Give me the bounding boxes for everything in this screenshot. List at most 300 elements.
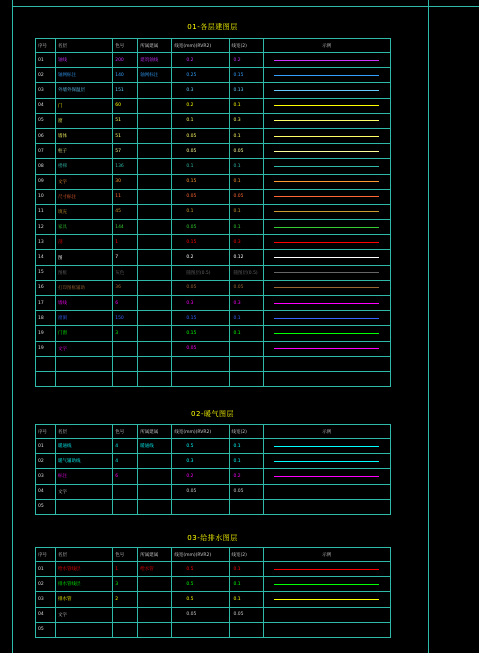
cell-w1: 0.5 <box>172 577 229 592</box>
table-row <box>36 280 391 295</box>
cell-name: 文字 <box>56 484 113 499</box>
cell-w2: 0.05 <box>229 484 263 499</box>
line-sample <box>274 151 379 152</box>
cell-w1: 0.1 <box>172 204 229 219</box>
cell-belong <box>138 469 172 484</box>
column-header: 线宽(2) <box>229 39 263 53</box>
cell-name: 家具 <box>56 220 113 235</box>
cell-line-sample <box>263 622 390 637</box>
cell-w2: 0.1 <box>229 98 263 113</box>
heating-layer-table <box>35 424 391 515</box>
table-row <box>36 326 391 341</box>
cell-line-sample <box>263 562 390 577</box>
cell-belong <box>138 371 172 386</box>
column-header: 线宽(2) <box>229 425 263 439</box>
column-header: 示例 <box>263 548 390 562</box>
cell-name: 轴网标注 <box>56 68 113 83</box>
cell-no: 04 <box>36 98 56 113</box>
cell-belong <box>138 280 172 295</box>
cell-w1: 0.15 <box>172 311 229 326</box>
cell-line-sample <box>263 235 390 250</box>
table-row <box>36 189 391 204</box>
cell-no: 16 <box>36 280 56 295</box>
cell-w2: 0.05 <box>229 189 263 204</box>
cell-w1: 0.2 <box>172 98 229 113</box>
cell-w2: 0.1 <box>229 326 263 341</box>
cell-belong <box>138 189 172 204</box>
cell-no: 19 <box>36 341 56 356</box>
table-title-heating: 02-暖气图层 <box>191 410 234 418</box>
cell-belong <box>138 113 172 128</box>
cell-name: 标注 <box>56 469 113 484</box>
table-row <box>36 204 391 219</box>
cell-w2: 0.12 <box>229 250 263 265</box>
cell-name: 外墙外保温层 <box>56 83 113 98</box>
table-row <box>36 144 391 159</box>
cell-w1: 0.05 <box>172 607 229 622</box>
table-row <box>36 113 391 128</box>
cell-w1: 0.05 <box>172 144 229 159</box>
table-row <box>36 159 391 174</box>
cell-w1 <box>172 499 229 514</box>
line-sample <box>274 287 379 288</box>
column-header: 色号 <box>113 39 138 53</box>
line-sample <box>274 333 379 334</box>
cell-no: 14 <box>36 250 56 265</box>
frame-top-border <box>12 6 479 7</box>
cell-no <box>36 371 56 386</box>
cell-w1: 随图层(0.5) <box>172 265 229 280</box>
cell-no: 19 <box>36 326 56 341</box>
cell-line-sample <box>263 53 390 68</box>
cell-color_no: 150 <box>113 311 138 326</box>
cell-belong <box>138 341 172 356</box>
cell-w1: 0.3 <box>172 83 229 98</box>
cell-line-sample <box>263 499 390 514</box>
cell-color_no: 140 <box>113 68 138 83</box>
cell-belong <box>138 204 172 219</box>
cell-belong <box>138 311 172 326</box>
table-row <box>36 484 391 499</box>
cell-w2: 0.3 <box>229 113 263 128</box>
cell-color_no: 1 <box>113 562 138 577</box>
cell-color_no: 45 <box>113 204 138 219</box>
cell-name: 文字 <box>56 341 113 356</box>
cell-name: 剖 <box>56 235 113 250</box>
header-row <box>36 548 391 562</box>
cell-line-sample <box>263 174 390 189</box>
cell-line-sample <box>263 144 390 159</box>
cell-color_no: 144 <box>113 220 138 235</box>
cell-w2 <box>229 356 263 371</box>
cell-belong <box>138 128 172 143</box>
line-sample <box>274 181 379 182</box>
table-row <box>36 83 391 98</box>
cell-belong <box>138 83 172 98</box>
cell-name: 墙线 <box>56 296 113 311</box>
table-row <box>36 220 391 235</box>
cell-belong <box>138 592 172 607</box>
line-sample <box>274 272 379 273</box>
cell-w1: 0.05 <box>172 189 229 204</box>
line-sample <box>274 476 379 477</box>
cell-color_no: 51 <box>113 113 138 128</box>
table-row <box>36 439 391 454</box>
table-row <box>36 250 391 265</box>
column-header: 序号 <box>36 425 56 439</box>
cell-line-sample <box>263 356 390 371</box>
cell-no: 01 <box>36 562 56 577</box>
cell-name: 柱子 <box>56 144 113 159</box>
cell-line-sample <box>263 577 390 592</box>
cell-name: 图框 <box>56 265 113 280</box>
cell-no: 11 <box>36 204 56 219</box>
cell-belong: 轴网标注 <box>138 68 172 83</box>
cell-color_no: 6 <box>113 469 138 484</box>
frame-left-border <box>12 0 13 653</box>
cell-name: 楼梯 <box>56 159 113 174</box>
cell-belong <box>138 250 172 265</box>
cell-no: 02 <box>36 454 56 469</box>
cell-belong <box>138 607 172 622</box>
cell-line-sample <box>263 83 390 98</box>
table-row <box>36 469 391 484</box>
cell-w2: 0.1 <box>229 454 263 469</box>
column-header: 线宽(mm)(RVR2) <box>172 39 229 53</box>
line-sample <box>274 318 379 319</box>
cell-name: 文字 <box>56 174 113 189</box>
column-header: 名层 <box>56 425 113 439</box>
line-sample <box>274 227 379 228</box>
cell-w2: 0.3 <box>229 235 263 250</box>
cell-line-sample <box>263 159 390 174</box>
cell-line-sample <box>263 128 390 143</box>
cell-name: 文字 <box>56 607 113 622</box>
cell-w2: 0.1 <box>229 128 263 143</box>
table-row <box>36 607 391 622</box>
cell-color_no: 136 <box>113 159 138 174</box>
cell-color_no <box>113 499 138 514</box>
cell-w1: 0.15 <box>172 326 229 341</box>
cell-belong <box>138 98 172 113</box>
cell-color_no: 51 <box>113 128 138 143</box>
line-sample <box>274 60 379 61</box>
cell-w2 <box>229 499 263 514</box>
line-sample <box>274 136 379 137</box>
cell-color_no: 3 <box>113 577 138 592</box>
cell-w1: 0.05 <box>172 220 229 235</box>
line-sample <box>274 569 379 570</box>
cell-w2: 0.05 <box>229 607 263 622</box>
cell-name: 图 <box>56 250 113 265</box>
cell-w2: 0.15 <box>229 68 263 83</box>
cell-color_no: 151 <box>113 83 138 98</box>
cell-w1: 0.1 <box>172 159 229 174</box>
cell-no: 02 <box>36 68 56 83</box>
cell-name <box>56 371 113 386</box>
cell-no: 18 <box>36 311 56 326</box>
table-title-plumbing: 03-给排水图层 <box>187 534 238 542</box>
table-row <box>36 577 391 592</box>
table-row <box>36 68 391 83</box>
line-sample <box>274 120 379 121</box>
cell-belong <box>138 326 172 341</box>
cell-w2: 0.05 <box>229 280 263 295</box>
cell-no: 01 <box>36 439 56 454</box>
cell-belong <box>138 235 172 250</box>
cell-w2: 0.1 <box>229 577 263 592</box>
cell-line-sample <box>263 439 390 454</box>
cell-color_no <box>113 484 138 499</box>
table-title-architecture: 01-各层建图层 <box>187 23 238 31</box>
cell-name: 排水管 <box>56 592 113 607</box>
cell-belong <box>138 484 172 499</box>
cell-no: 12 <box>36 220 56 235</box>
cell-w1: 0.05 <box>172 128 229 143</box>
cell-name: 轴线 <box>56 53 113 68</box>
cell-w2: 0.3 <box>229 296 263 311</box>
cell-belong <box>138 356 172 371</box>
cell-belong <box>138 220 172 235</box>
column-header: 名层 <box>56 39 113 53</box>
line-sample <box>274 242 379 243</box>
table-row <box>36 622 391 637</box>
cell-no: 08 <box>36 159 56 174</box>
cell-w1: 0.2 <box>172 250 229 265</box>
cell-color_no: 30 <box>113 174 138 189</box>
cell-color_no: 1 <box>113 235 138 250</box>
architecture-layer-table <box>35 38 391 387</box>
cell-w1: 0.05 <box>172 341 229 356</box>
cell-w2: 0.13 <box>229 83 263 98</box>
cell-w2: 随图层(0.5) <box>229 265 263 280</box>
table-row <box>36 356 391 371</box>
cell-no: 03 <box>36 592 56 607</box>
cell-name: 打印图框辅助 <box>56 280 113 295</box>
cell-line-sample <box>263 607 390 622</box>
cell-color_no <box>113 371 138 386</box>
cell-no: 04 <box>36 484 56 499</box>
cell-w2: 0.2 <box>229 469 263 484</box>
cell-line-sample <box>263 189 390 204</box>
cell-no: 10 <box>36 189 56 204</box>
cell-line-sample <box>263 326 390 341</box>
cell-line-sample <box>263 98 390 113</box>
cell-line-sample <box>263 592 390 607</box>
cell-no: 03 <box>36 469 56 484</box>
cell-w1: 0.2 <box>172 53 229 68</box>
cell-belong <box>138 577 172 592</box>
cell-color_no: 4 <box>113 439 138 454</box>
cell-w2 <box>229 371 263 386</box>
column-header: 序号 <box>36 39 56 53</box>
cell-color_no: 6 <box>113 296 138 311</box>
cell-line-sample <box>263 454 390 469</box>
cell-name: 窗 <box>56 113 113 128</box>
cell-w1 <box>172 371 229 386</box>
cell-no: 13 <box>36 235 56 250</box>
cell-color_no: 2 <box>113 592 138 607</box>
cell-name: 门窗 <box>56 326 113 341</box>
cell-w1 <box>172 356 229 371</box>
cell-belong <box>138 296 172 311</box>
cell-no: 06 <box>36 128 56 143</box>
cell-w2: 0.1 <box>229 204 263 219</box>
cell-belong <box>138 265 172 280</box>
cell-no: 03 <box>36 83 56 98</box>
line-sample <box>274 584 379 585</box>
cell-name: 墙体 <box>56 128 113 143</box>
cell-name: 尺寸标注 <box>56 189 113 204</box>
line-sample <box>274 303 379 304</box>
cell-no: 01 <box>36 53 56 68</box>
cell-name <box>56 356 113 371</box>
column-header: 所属建属 <box>138 39 172 53</box>
cell-belong <box>138 159 172 174</box>
cell-line-sample <box>263 204 390 219</box>
table-row <box>36 562 391 577</box>
cell-name: 给水管线层 <box>56 562 113 577</box>
table-row <box>36 296 391 311</box>
cell-belong: 暖通线 <box>138 439 172 454</box>
cell-w1: 0.05 <box>172 280 229 295</box>
cell-w1: 0.15 <box>172 235 229 250</box>
line-sample <box>274 196 379 197</box>
line-sample <box>274 257 379 258</box>
cell-name: 窗洞 <box>56 311 113 326</box>
cell-w2 <box>229 341 263 356</box>
cell-name: 暖气辅助线 <box>56 454 113 469</box>
cell-line-sample <box>263 220 390 235</box>
cell-color_no: 灰色 <box>113 265 138 280</box>
column-header: 序号 <box>36 548 56 562</box>
cell-no: 05 <box>36 622 56 637</box>
cell-color_no <box>113 622 138 637</box>
line-sample <box>274 461 379 462</box>
header-row <box>36 425 391 439</box>
frame-right-border <box>428 0 429 653</box>
cell-w1: 0.05 <box>172 484 229 499</box>
table-row <box>36 592 391 607</box>
line-sample <box>274 599 379 600</box>
column-header: 色号 <box>113 548 138 562</box>
table-row <box>36 128 391 143</box>
column-header: 线宽(2) <box>229 548 263 562</box>
cell-line-sample <box>263 341 390 356</box>
cell-w1: 0.3 <box>172 454 229 469</box>
column-header: 示例 <box>263 425 390 439</box>
cell-w1: 0.3 <box>172 296 229 311</box>
column-header: 色号 <box>113 425 138 439</box>
cell-w1: 0.5 <box>172 562 229 577</box>
cell-no: 05 <box>36 499 56 514</box>
cell-color_no <box>113 341 138 356</box>
cell-line-sample <box>263 371 390 386</box>
table-row <box>36 454 391 469</box>
line-sample <box>274 211 379 212</box>
cell-w2: 0.1 <box>229 439 263 454</box>
cell-w1 <box>172 622 229 637</box>
cell-color_no: 60 <box>113 98 138 113</box>
cell-name: 排水管线层 <box>56 577 113 592</box>
cell-w2: 0.1 <box>229 592 263 607</box>
table-row <box>36 174 391 189</box>
cell-belong <box>138 174 172 189</box>
cell-line-sample <box>263 68 390 83</box>
table-row <box>36 98 391 113</box>
cell-color_no: 3 <box>113 326 138 341</box>
line-sample <box>274 75 379 76</box>
cell-no: 04 <box>36 607 56 622</box>
plumbing-layer-table <box>35 547 391 638</box>
line-sample <box>274 105 379 106</box>
table-row <box>36 265 391 280</box>
column-header: 所属建属 <box>138 425 172 439</box>
cell-w2 <box>229 622 263 637</box>
cell-belong: 建筑轴线 <box>138 53 172 68</box>
cell-w1: 0.1 <box>172 113 229 128</box>
cell-belong: 给水管 <box>138 562 172 577</box>
cell-w1: 0.5 <box>172 592 229 607</box>
table-row <box>36 371 391 386</box>
cell-no <box>36 356 56 371</box>
cell-no: 07 <box>36 144 56 159</box>
cell-line-sample <box>263 484 390 499</box>
cell-color_no: 11 <box>113 189 138 204</box>
line-sample <box>274 348 379 349</box>
cell-line-sample <box>263 311 390 326</box>
cell-line-sample <box>263 265 390 280</box>
cell-w1: 0.5 <box>172 439 229 454</box>
table-row <box>36 53 391 68</box>
cell-w2: 0.1 <box>229 159 263 174</box>
cell-line-sample <box>263 250 390 265</box>
table-row <box>36 235 391 250</box>
cell-w2: 0.1 <box>229 311 263 326</box>
cell-w1: 0.25 <box>172 68 229 83</box>
cell-w2: 0.1 <box>229 174 263 189</box>
table-row <box>36 499 391 514</box>
line-sample <box>274 90 379 91</box>
cell-belong <box>138 454 172 469</box>
cell-name <box>56 622 113 637</box>
cell-line-sample <box>263 280 390 295</box>
cell-color_no <box>113 607 138 622</box>
table-row <box>36 341 391 356</box>
cell-w2: 0.05 <box>229 144 263 159</box>
cell-no: 17 <box>36 296 56 311</box>
line-sample <box>274 446 379 447</box>
cell-color_no: 7 <box>113 250 138 265</box>
header-row <box>36 39 391 53</box>
cell-w1: 0.2 <box>172 469 229 484</box>
line-sample <box>274 166 379 167</box>
cell-line-sample <box>263 113 390 128</box>
cell-belong <box>138 144 172 159</box>
column-header: 名层 <box>56 548 113 562</box>
cell-no: 05 <box>36 113 56 128</box>
cell-color_no: 36 <box>113 280 138 295</box>
cell-name: 门 <box>56 98 113 113</box>
cell-color_no <box>113 356 138 371</box>
cell-belong <box>138 622 172 637</box>
cell-name: 暖通线 <box>56 439 113 454</box>
cell-color_no: 57 <box>113 144 138 159</box>
cell-color_no: 200 <box>113 53 138 68</box>
cell-w2: 0.1 <box>229 562 263 577</box>
cell-w1: 0.15 <box>172 174 229 189</box>
cell-name: 填充 <box>56 204 113 219</box>
